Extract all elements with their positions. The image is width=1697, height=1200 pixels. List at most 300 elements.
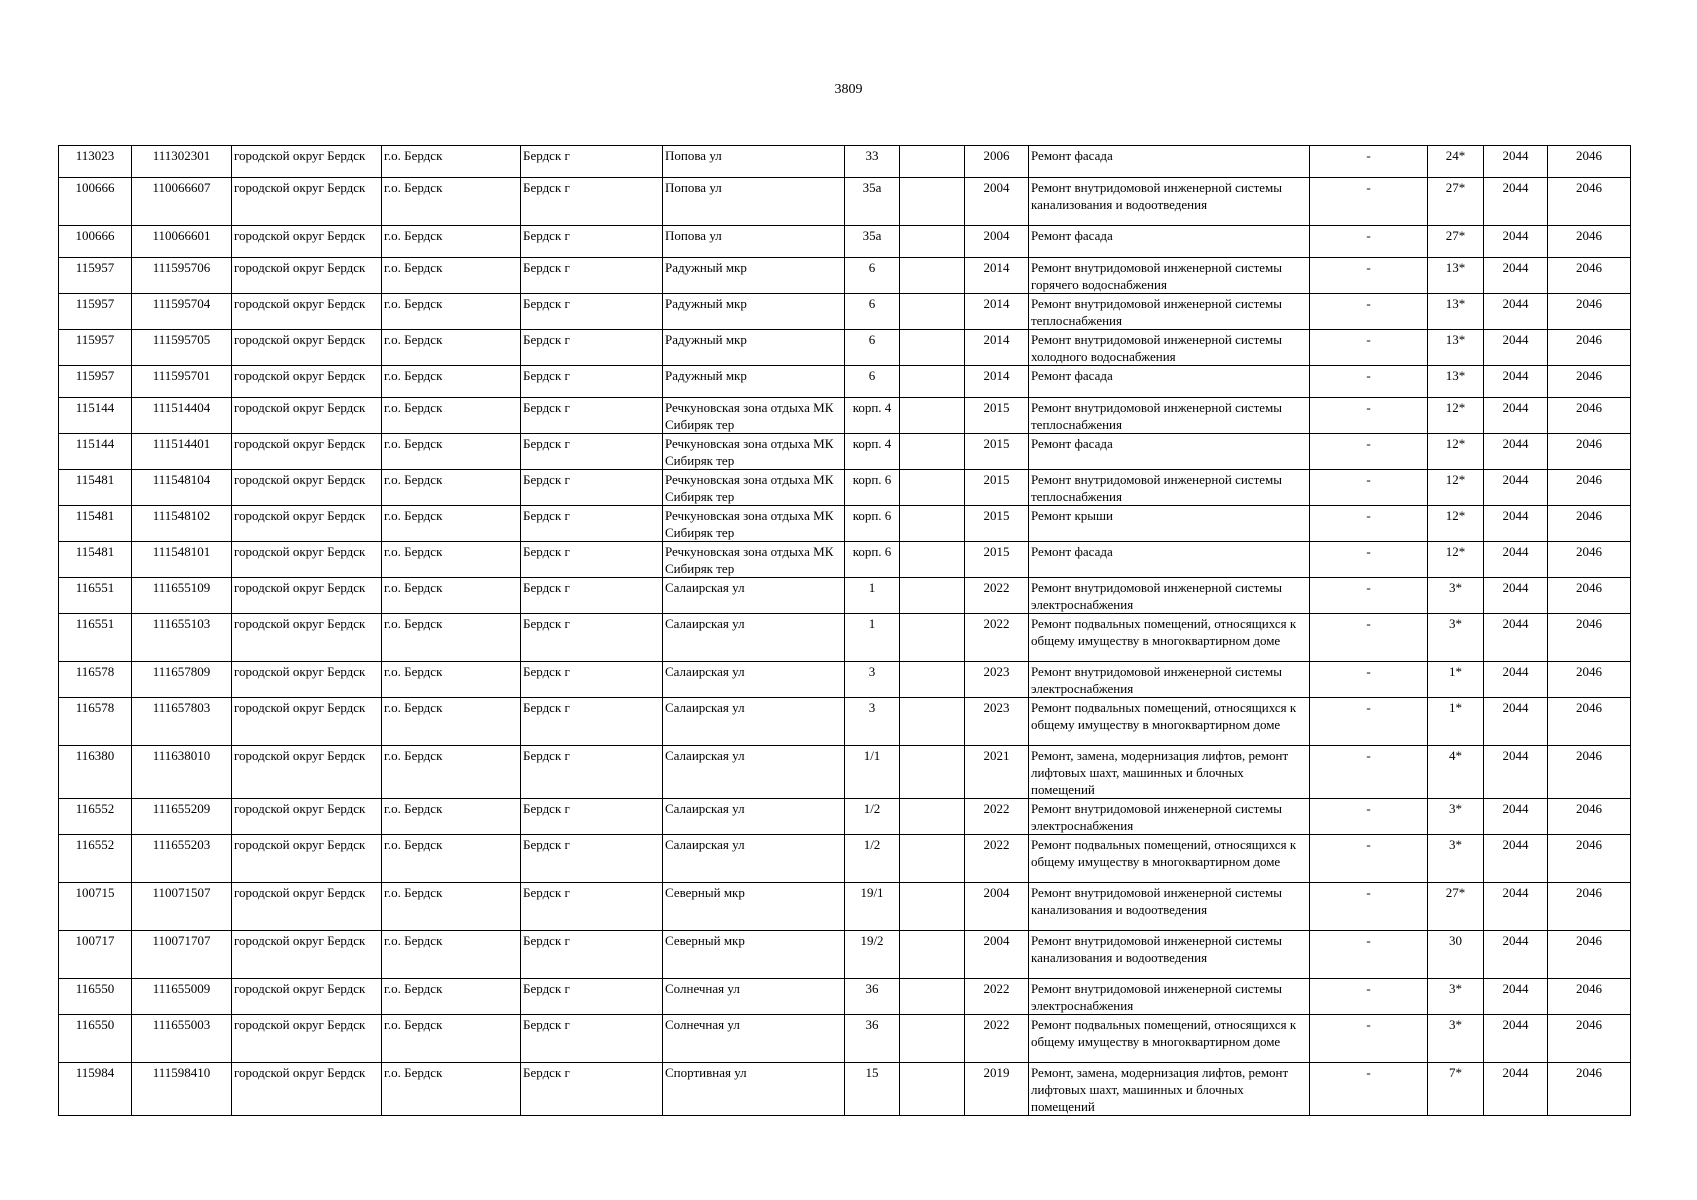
empty-cell xyxy=(900,799,965,835)
district-cell: г.о. Бердск xyxy=(382,746,521,799)
empty-cell xyxy=(900,614,965,662)
house-id-cell: 115144 xyxy=(59,398,132,434)
mark-cell: - xyxy=(1310,698,1428,746)
house-id-cell: 113023 xyxy=(59,146,132,178)
age-cell: 3* xyxy=(1428,1015,1484,1063)
year-cell: 2004 xyxy=(965,178,1029,226)
mark-cell: - xyxy=(1310,883,1428,931)
municipality-cell: городской округ Бердск xyxy=(232,542,382,578)
mark-cell: - xyxy=(1310,506,1428,542)
house-number-cell: 35а xyxy=(845,226,900,258)
start-year-cell: 2044 xyxy=(1484,434,1548,470)
end-year-cell: 2046 xyxy=(1548,578,1631,614)
start-year-cell: 2044 xyxy=(1484,883,1548,931)
start-year-cell: 2044 xyxy=(1484,366,1548,398)
start-year-cell: 2044 xyxy=(1484,1015,1548,1063)
municipality-cell: городской округ Бердск xyxy=(232,434,382,470)
start-year-cell: 2044 xyxy=(1484,470,1548,506)
work-code-cell: 111595704 xyxy=(132,294,232,330)
empty-cell xyxy=(900,578,965,614)
age-cell: 1* xyxy=(1428,662,1484,698)
street-cell: Радужный мкр xyxy=(663,366,845,398)
table-row xyxy=(59,542,1631,578)
street-cell: Салаирская ул xyxy=(663,746,845,799)
age-cell: 3* xyxy=(1428,835,1484,883)
year-cell: 2014 xyxy=(965,366,1029,398)
city-cell: Бердск г xyxy=(521,366,663,398)
municipality-cell: городской округ Бердск xyxy=(232,979,382,1015)
city-cell: Бердск г xyxy=(521,506,663,542)
district-cell: г.о. Бердск xyxy=(382,506,521,542)
end-year-cell: 2046 xyxy=(1548,835,1631,883)
mark-cell: - xyxy=(1310,578,1428,614)
work-code-cell: 111655103 xyxy=(132,614,232,662)
house-id-cell: 116550 xyxy=(59,979,132,1015)
house-number-cell: корп. 4 xyxy=(845,398,900,434)
district-cell: г.о. Бердск xyxy=(382,470,521,506)
house-id-cell: 116552 xyxy=(59,799,132,835)
house-id-cell: 115957 xyxy=(59,366,132,398)
street-cell: Салаирская ул xyxy=(663,578,845,614)
end-year-cell: 2046 xyxy=(1548,146,1631,178)
municipality-cell: городской округ Бердск xyxy=(232,366,382,398)
work-code-cell: 110071507 xyxy=(132,883,232,931)
work-code-cell: 111655109 xyxy=(132,578,232,614)
year-cell: 2022 xyxy=(965,614,1029,662)
mark-cell: - xyxy=(1310,146,1428,178)
street-cell: Речкуновская зона отдыха МК Сибиряк тер xyxy=(663,398,845,434)
work-type-cell: Ремонт фасада xyxy=(1029,434,1310,470)
work-type-cell: Ремонт внутридомовой инженерной системы электроснабжения xyxy=(1029,979,1310,1015)
end-year-cell: 2046 xyxy=(1548,614,1631,662)
work-code-cell: 111595706 xyxy=(132,258,232,294)
municipality-cell: городской округ Бердск xyxy=(232,835,382,883)
work-code-cell: 111638010 xyxy=(132,746,232,799)
empty-cell xyxy=(900,698,965,746)
work-type-cell: Ремонт фасада xyxy=(1029,366,1310,398)
city-cell: Бердск г xyxy=(521,146,663,178)
municipality-cell: городской округ Бердск xyxy=(232,578,382,614)
empty-cell xyxy=(900,506,965,542)
table-row xyxy=(59,398,1631,434)
age-cell: 12* xyxy=(1428,542,1484,578)
district-cell: г.о. Бердск xyxy=(382,614,521,662)
street-cell: Спортивная ул xyxy=(663,1063,845,1116)
house-id-cell: 115957 xyxy=(59,258,132,294)
district-cell: г.о. Бердск xyxy=(382,258,521,294)
empty-cell xyxy=(900,398,965,434)
city-cell: Бердск г xyxy=(521,1015,663,1063)
mark-cell: - xyxy=(1310,799,1428,835)
end-year-cell: 2046 xyxy=(1548,799,1631,835)
start-year-cell: 2044 xyxy=(1484,398,1548,434)
work-type-cell: Ремонт внутридомовой инженерной системы теплоснабжения xyxy=(1029,470,1310,506)
house-id-cell: 116578 xyxy=(59,662,132,698)
year-cell: 2022 xyxy=(965,1015,1029,1063)
end-year-cell: 2046 xyxy=(1548,1015,1631,1063)
street-cell: Речкуновская зона отдыха МК Сибиряк тер xyxy=(663,434,845,470)
district-cell: г.о. Бердск xyxy=(382,835,521,883)
city-cell: Бердск г xyxy=(521,614,663,662)
work-code-cell: 111655009 xyxy=(132,979,232,1015)
house-number-cell: 6 xyxy=(845,294,900,330)
district-cell: г.о. Бердск xyxy=(382,578,521,614)
year-cell: 2022 xyxy=(965,979,1029,1015)
house-number-cell: 36 xyxy=(845,979,900,1015)
house-number-cell: 1 xyxy=(845,578,900,614)
work-type-cell: Ремонт фасада xyxy=(1029,226,1310,258)
municipality-cell: городской округ Бердск xyxy=(232,1015,382,1063)
empty-cell xyxy=(900,835,965,883)
district-cell: г.о. Бердск xyxy=(382,979,521,1015)
end-year-cell: 2046 xyxy=(1548,698,1631,746)
table-row xyxy=(59,578,1631,614)
year-cell: 2022 xyxy=(965,835,1029,883)
mark-cell: - xyxy=(1310,835,1428,883)
municipality-cell: городской округ Бердск xyxy=(232,1063,382,1116)
start-year-cell: 2044 xyxy=(1484,294,1548,330)
age-cell: 7* xyxy=(1428,1063,1484,1116)
city-cell: Бердск г xyxy=(521,330,663,366)
year-cell: 2023 xyxy=(965,698,1029,746)
work-type-cell: Ремонт внутридомовой инженерной системы канализования и водоотведения xyxy=(1029,931,1310,979)
work-type-cell: Ремонт фасада xyxy=(1029,146,1310,178)
work-type-cell: Ремонт внутридомовой инженерной системы электроснабжения xyxy=(1029,578,1310,614)
year-cell: 2022 xyxy=(965,578,1029,614)
city-cell: Бердск г xyxy=(521,931,663,979)
city-cell: Бердск г xyxy=(521,470,663,506)
municipality-cell: городской округ Бердск xyxy=(232,799,382,835)
district-cell: г.о. Бердск xyxy=(382,698,521,746)
table-row xyxy=(59,979,1631,1015)
end-year-cell: 2046 xyxy=(1548,931,1631,979)
work-code-cell: 110066607 xyxy=(132,178,232,226)
work-type-cell: Ремонт внутридомовой инженерной системы теплоснабжения xyxy=(1029,294,1310,330)
start-year-cell: 2044 xyxy=(1484,835,1548,883)
city-cell: Бердск г xyxy=(521,698,663,746)
empty-cell xyxy=(900,662,965,698)
street-cell: Речкуновская зона отдыха МК Сибиряк тер xyxy=(663,506,845,542)
age-cell: 24* xyxy=(1428,146,1484,178)
city-cell: Бердск г xyxy=(521,662,663,698)
house-number-cell: 3 xyxy=(845,662,900,698)
end-year-cell: 2046 xyxy=(1548,330,1631,366)
end-year-cell: 2046 xyxy=(1548,979,1631,1015)
district-cell: г.о. Бердск xyxy=(382,398,521,434)
city-cell: Бердск г xyxy=(521,542,663,578)
house-number-cell: 19/2 xyxy=(845,931,900,979)
table-row xyxy=(59,1063,1631,1116)
end-year-cell: 2046 xyxy=(1548,294,1631,330)
mark-cell: - xyxy=(1310,470,1428,506)
start-year-cell: 2044 xyxy=(1484,799,1548,835)
work-type-cell: Ремонт внутридомовой инженерной системы канализования и водоотведения xyxy=(1029,178,1310,226)
age-cell: 12* xyxy=(1428,470,1484,506)
city-cell: Бердск г xyxy=(521,226,663,258)
year-cell: 2015 xyxy=(965,434,1029,470)
mark-cell: - xyxy=(1310,434,1428,470)
house-number-cell: 1 xyxy=(845,614,900,662)
year-cell: 2015 xyxy=(965,542,1029,578)
mark-cell: - xyxy=(1310,979,1428,1015)
work-type-cell: Ремонт подвальных помещений, относящихся к общему имуществу в многоквартирном доме xyxy=(1029,614,1310,662)
city-cell: Бердск г xyxy=(521,883,663,931)
year-cell: 2014 xyxy=(965,330,1029,366)
age-cell: 13* xyxy=(1428,294,1484,330)
district-cell: г.о. Бердск xyxy=(382,1063,521,1116)
street-cell: Попова ул xyxy=(663,226,845,258)
age-cell: 4* xyxy=(1428,746,1484,799)
end-year-cell: 2046 xyxy=(1548,506,1631,542)
street-cell: Салаирская ул xyxy=(663,799,845,835)
street-cell: Попова ул xyxy=(663,146,845,178)
mark-cell: - xyxy=(1310,1063,1428,1116)
empty-cell xyxy=(900,330,965,366)
district-cell: г.о. Бердск xyxy=(382,662,521,698)
empty-cell xyxy=(900,1063,965,1116)
street-cell: Солнечная ул xyxy=(663,1015,845,1063)
city-cell: Бердск г xyxy=(521,434,663,470)
table-row xyxy=(59,1015,1631,1063)
work-code-cell: 111655209 xyxy=(132,799,232,835)
mark-cell: - xyxy=(1310,366,1428,398)
year-cell: 2004 xyxy=(965,226,1029,258)
house-id-cell: 115144 xyxy=(59,434,132,470)
house-id-cell: 116552 xyxy=(59,835,132,883)
work-type-cell: Ремонт подвальных помещений, относящихся к общему имуществу в многоквартирном доме xyxy=(1029,698,1310,746)
start-year-cell: 2044 xyxy=(1484,614,1548,662)
mark-cell: - xyxy=(1310,931,1428,979)
house-id-cell: 116550 xyxy=(59,1015,132,1063)
year-cell: 2014 xyxy=(965,294,1029,330)
city-cell: Бердск г xyxy=(521,835,663,883)
mark-cell: - xyxy=(1310,226,1428,258)
table-body xyxy=(59,146,1631,1116)
work-code-cell: 111548102 xyxy=(132,506,232,542)
end-year-cell: 2046 xyxy=(1548,398,1631,434)
street-cell: Радужный мкр xyxy=(663,330,845,366)
house-number-cell: 3 xyxy=(845,698,900,746)
municipality-cell: городской округ Бердск xyxy=(232,698,382,746)
start-year-cell: 2044 xyxy=(1484,506,1548,542)
house-number-cell: корп. 6 xyxy=(845,542,900,578)
house-number-cell: 1/1 xyxy=(845,746,900,799)
empty-cell xyxy=(900,883,965,931)
age-cell: 1* xyxy=(1428,698,1484,746)
empty-cell xyxy=(900,146,965,178)
street-cell: Салаирская ул xyxy=(663,698,845,746)
city-cell: Бердск г xyxy=(521,979,663,1015)
municipality-cell: городской округ Бердск xyxy=(232,178,382,226)
house-id-cell: 115481 xyxy=(59,506,132,542)
end-year-cell: 2046 xyxy=(1548,1063,1631,1116)
empty-cell xyxy=(900,226,965,258)
house-id-cell: 100666 xyxy=(59,226,132,258)
house-number-cell: 6 xyxy=(845,330,900,366)
house-number-cell: корп. 6 xyxy=(845,506,900,542)
house-id-cell: 115957 xyxy=(59,294,132,330)
city-cell: Бердск г xyxy=(521,746,663,799)
table-row xyxy=(59,698,1631,746)
empty-cell xyxy=(900,434,965,470)
mark-cell: - xyxy=(1310,614,1428,662)
end-year-cell: 2046 xyxy=(1548,178,1631,226)
age-cell: 27* xyxy=(1428,883,1484,931)
empty-cell xyxy=(900,294,965,330)
year-cell: 2015 xyxy=(965,398,1029,434)
empty-cell xyxy=(900,470,965,506)
work-code-cell: 111514404 xyxy=(132,398,232,434)
house-id-cell: 115481 xyxy=(59,470,132,506)
house-number-cell: 6 xyxy=(845,366,900,398)
mark-cell: - xyxy=(1310,178,1428,226)
district-cell: г.о. Бердск xyxy=(382,434,521,470)
municipality-cell: городской округ Бердск xyxy=(232,398,382,434)
page-number: 3809 xyxy=(834,82,863,97)
age-cell: 27* xyxy=(1428,178,1484,226)
start-year-cell: 2044 xyxy=(1484,979,1548,1015)
year-cell: 2015 xyxy=(965,470,1029,506)
district-cell: г.о. Бердск xyxy=(382,1015,521,1063)
municipality-cell: городской округ Бердск xyxy=(232,330,382,366)
city-cell: Бердск г xyxy=(521,178,663,226)
table-row xyxy=(59,746,1631,799)
start-year-cell: 2044 xyxy=(1484,330,1548,366)
end-year-cell: 2046 xyxy=(1548,226,1631,258)
street-cell: Северный мкр xyxy=(663,883,845,931)
work-code-cell: 111655003 xyxy=(132,1015,232,1063)
empty-cell xyxy=(900,366,965,398)
work-code-cell: 111595701 xyxy=(132,366,232,398)
start-year-cell: 2044 xyxy=(1484,542,1548,578)
house-number-cell: корп. 6 xyxy=(845,470,900,506)
work-type-cell: Ремонт внутридомовой инженерной системы электроснабжения xyxy=(1029,662,1310,698)
work-code-cell: 111657803 xyxy=(132,698,232,746)
work-type-cell: Ремонт внутридомовой инженерной системы теплоснабжения xyxy=(1029,398,1310,434)
mark-cell: - xyxy=(1310,1015,1428,1063)
street-cell: Салаирская ул xyxy=(663,835,845,883)
table-row xyxy=(59,434,1631,470)
street-cell: Солнечная ул xyxy=(663,979,845,1015)
start-year-cell: 2044 xyxy=(1484,258,1548,294)
start-year-cell: 2044 xyxy=(1484,226,1548,258)
work-code-cell: 111548101 xyxy=(132,542,232,578)
age-cell: 13* xyxy=(1428,258,1484,294)
district-cell: г.о. Бердск xyxy=(382,226,521,258)
house-id-cell: 115984 xyxy=(59,1063,132,1116)
mark-cell: - xyxy=(1310,294,1428,330)
house-id-cell: 100715 xyxy=(59,883,132,931)
start-year-cell: 2044 xyxy=(1484,931,1548,979)
work-code-cell: 111655203 xyxy=(132,835,232,883)
city-cell: Бердск г xyxy=(521,799,663,835)
empty-cell xyxy=(900,542,965,578)
house-number-cell: 15 xyxy=(845,1063,900,1116)
municipality-cell: городской округ Бердск xyxy=(232,746,382,799)
table-row xyxy=(59,883,1631,931)
district-cell: г.о. Бердск xyxy=(382,883,521,931)
street-cell: Попова ул xyxy=(663,178,845,226)
mark-cell: - xyxy=(1310,398,1428,434)
start-year-cell: 2044 xyxy=(1484,178,1548,226)
mark-cell: - xyxy=(1310,746,1428,799)
district-cell: г.о. Бердск xyxy=(382,366,521,398)
work-type-cell: Ремонт внутридомовой инженерной системы канализования и водоотведения xyxy=(1029,883,1310,931)
table-row xyxy=(59,931,1631,979)
start-year-cell: 2044 xyxy=(1484,698,1548,746)
house-id-cell: 116551 xyxy=(59,614,132,662)
work-code-cell: 111302301 xyxy=(132,146,232,178)
municipality-cell: городской округ Бердск xyxy=(232,883,382,931)
year-cell: 2019 xyxy=(965,1063,1029,1116)
work-code-cell: 111595705 xyxy=(132,330,232,366)
age-cell: 3* xyxy=(1428,578,1484,614)
end-year-cell: 2046 xyxy=(1548,542,1631,578)
year-cell: 2021 xyxy=(965,746,1029,799)
house-number-cell: 1/2 xyxy=(845,835,900,883)
repair-schedule-table xyxy=(58,145,1631,1116)
age-cell: 3* xyxy=(1428,979,1484,1015)
start-year-cell: 2044 xyxy=(1484,662,1548,698)
work-type-cell: Ремонт внутридомовой инженерной системы горячего водоснабжения xyxy=(1029,258,1310,294)
work-type-cell: Ремонт, замена, модернизация лифтов, ремонт лифтовых шахт, машинных и блочных помещений xyxy=(1029,1063,1310,1116)
house-id-cell: 115957 xyxy=(59,330,132,366)
work-type-cell: Ремонт подвальных помещений, относящихся к общему имуществу в многоквартирном доме xyxy=(1029,1015,1310,1063)
start-year-cell: 2044 xyxy=(1484,146,1548,178)
municipality-cell: городской округ Бердск xyxy=(232,931,382,979)
table-row xyxy=(59,506,1631,542)
year-cell: 2023 xyxy=(965,662,1029,698)
municipality-cell: городской округ Бердск xyxy=(232,662,382,698)
age-cell: 3* xyxy=(1428,614,1484,662)
end-year-cell: 2046 xyxy=(1548,470,1631,506)
year-cell: 2022 xyxy=(965,799,1029,835)
mark-cell: - xyxy=(1310,662,1428,698)
district-cell: г.о. Бердск xyxy=(382,542,521,578)
table-row xyxy=(59,146,1631,178)
municipality-cell: городской округ Бердск xyxy=(232,294,382,330)
work-type-cell: Ремонт крыши xyxy=(1029,506,1310,542)
municipality-cell: городской округ Бердск xyxy=(232,226,382,258)
street-cell: Радужный мкр xyxy=(663,294,845,330)
table-row xyxy=(59,662,1631,698)
work-type-cell: Ремонт фасада xyxy=(1029,542,1310,578)
table-row xyxy=(59,366,1631,398)
house-id-cell: 100717 xyxy=(59,931,132,979)
end-year-cell: 2046 xyxy=(1548,434,1631,470)
house-number-cell: 6 xyxy=(845,258,900,294)
city-cell: Бердск г xyxy=(521,398,663,434)
district-cell: г.о. Бердск xyxy=(382,178,521,226)
empty-cell xyxy=(900,931,965,979)
house-number-cell: 1/2 xyxy=(845,799,900,835)
house-id-cell: 116551 xyxy=(59,578,132,614)
year-cell: 2015 xyxy=(965,506,1029,542)
table-row xyxy=(59,258,1631,294)
work-type-cell: Ремонт, замена, модернизация лифтов, ремонт лифтовых шахт, машинных и блочных помещений xyxy=(1029,746,1310,799)
table-row xyxy=(59,294,1631,330)
start-year-cell: 2044 xyxy=(1484,578,1548,614)
year-cell: 2004 xyxy=(965,931,1029,979)
table-row xyxy=(59,470,1631,506)
street-cell: Речкуновская зона отдыха МК Сибиряк тер xyxy=(663,542,845,578)
street-cell: Северный мкр xyxy=(663,931,845,979)
municipality-cell: городской округ Бердск xyxy=(232,258,382,294)
house-id-cell: 100666 xyxy=(59,178,132,226)
end-year-cell: 2046 xyxy=(1548,746,1631,799)
empty-cell xyxy=(900,258,965,294)
work-code-cell: 111548104 xyxy=(132,470,232,506)
